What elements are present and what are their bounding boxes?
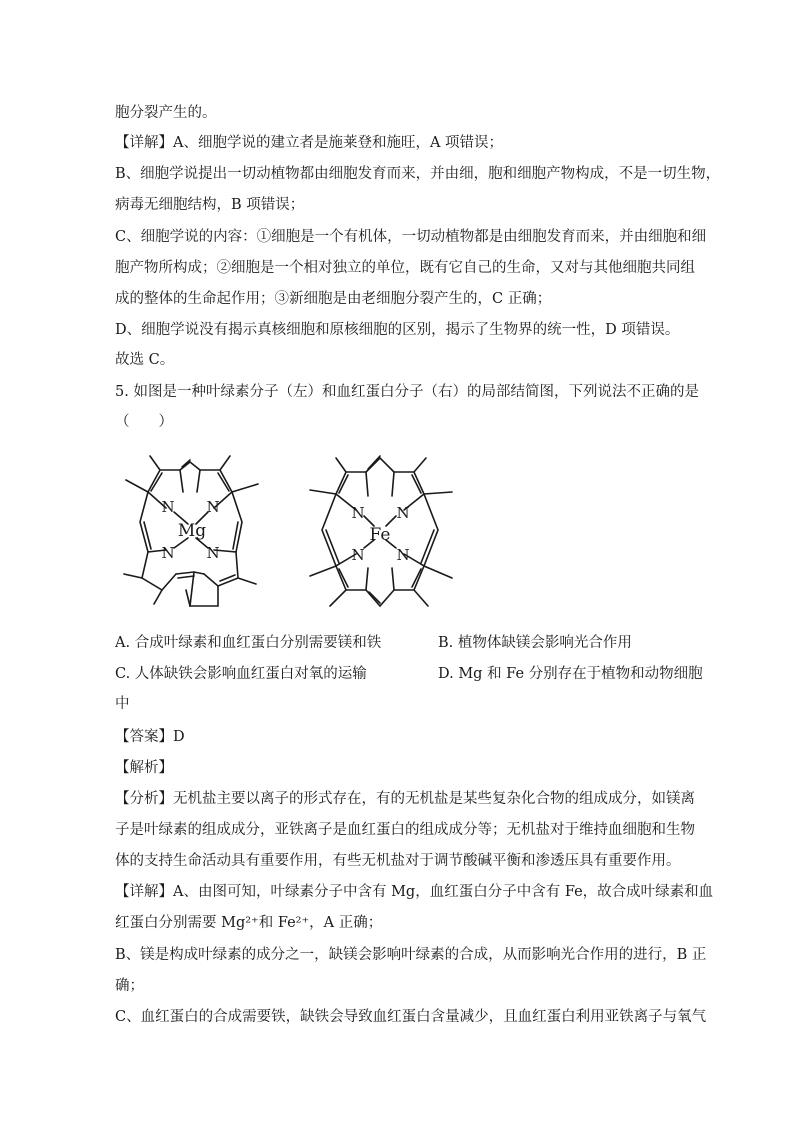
question-5-stem: 5. 如图是一种叶绿素分子（左）和血红蛋白分子（右）的局部结简图，下列说法不正确的是 [115,384,699,400]
analysis-line: 确； [115,978,144,994]
nitrogen-atom-label: N [396,546,410,564]
nitrogen-atom-label: N [161,544,175,562]
analysis-line: 子是叶绿素的组成成分，亚铁离子是血红蛋白的组成成分等；无机盐对于维持血细胞和生物 [115,822,695,838]
iron-atom-label: Fe [369,525,391,545]
text-line: C、细胞学说的内容：①细胞是一个有机体，一切动植物都是由细胞发育而来，并由细胞和细 [115,229,707,245]
nitrogen-atom-label: N [161,498,175,516]
analysis-line: 体的支持生命活动具有重要作用，有些无机盐对于调节酸碱平衡和渗透压具有重要作用。 [115,853,681,869]
analysis-line: 【分析】无机盐主要以离子的形式存在，有的无机盐是某些复杂化合物的组成成分，如镁离 [115,791,695,807]
analysis-line: C、血红蛋白的合成需要铁，缺铁会导致血红蛋白含量减少，且血红蛋白利用亚铁离子与氧气 [115,1009,707,1025]
heme-structure-diagram [300,450,470,615]
answer-line: 【答案】D [115,729,185,745]
option-b: B. 植物体缺镁会影响光合作用 [438,635,632,651]
option-a: A. 合成叶绿素和血红蛋白分别需要镁和铁 [115,635,382,651]
option-c: C. 人体缺铁会影响血红蛋白对氧的运输 [115,666,367,682]
chlorophyll-structure-diagram [118,450,288,610]
answer-brackets: （ ） [115,414,173,430]
nitrogen-atom-label: N [206,498,220,516]
text-line: 胞产物所构成；②细胞是一个相对独立的单位，既有它自己的生命，又对与其他细胞共同组 [115,260,695,276]
text-line: 胞分裂产生的。 [115,105,217,121]
nitrogen-atom-label: N [396,504,410,522]
nitrogen-atom-label: N [351,504,365,522]
text-line: 故选 C。 [115,352,175,368]
analysis-line: B、镁是构成叶绿素的成分之一，缺镁会影响叶绿素的合成，从而影响光合作用的进行，B 正 [115,947,707,963]
nitrogen-atom-label: N [351,546,365,564]
nitrogen-atom-label: N [206,544,220,562]
text-line: 【详解】A、细胞学说的建立者是施莱登和施旺，A 项错误； [115,135,504,151]
text-line: 成的整体的生命起作用；③新细胞是由老细胞分裂产生的，C 正确； [115,291,552,307]
option-d-continuation: 中 [115,696,130,712]
magnesium-atom-label: Mg [177,521,207,541]
analysis-heading: 【解析】 [115,760,173,776]
text-line: D、细胞学说没有揭示真核细胞和原核细胞的区别，揭示了生物界的统一性，D 项错误。 [115,322,680,338]
text-line: 病毒无细胞结构，B 项错误； [115,197,305,213]
text-line: B、细胞学说提出一切动植物都由细胞发育而来，并由细，胞和细胞产物构成，不是一切生物， [115,166,721,182]
option-d: D. Mg 和 Fe 分别存在于植物和动物细胞 [438,666,703,682]
analysis-line: 红蛋白分别需要 Mg²⁺和 Fe²⁺，A 正确； [115,915,383,931]
analysis-line: 【详解】A、由图可知，叶绿素分子中含有 Mg，血红蛋白分子中含有 Fe，故合成叶绿素和血 [115,884,714,900]
